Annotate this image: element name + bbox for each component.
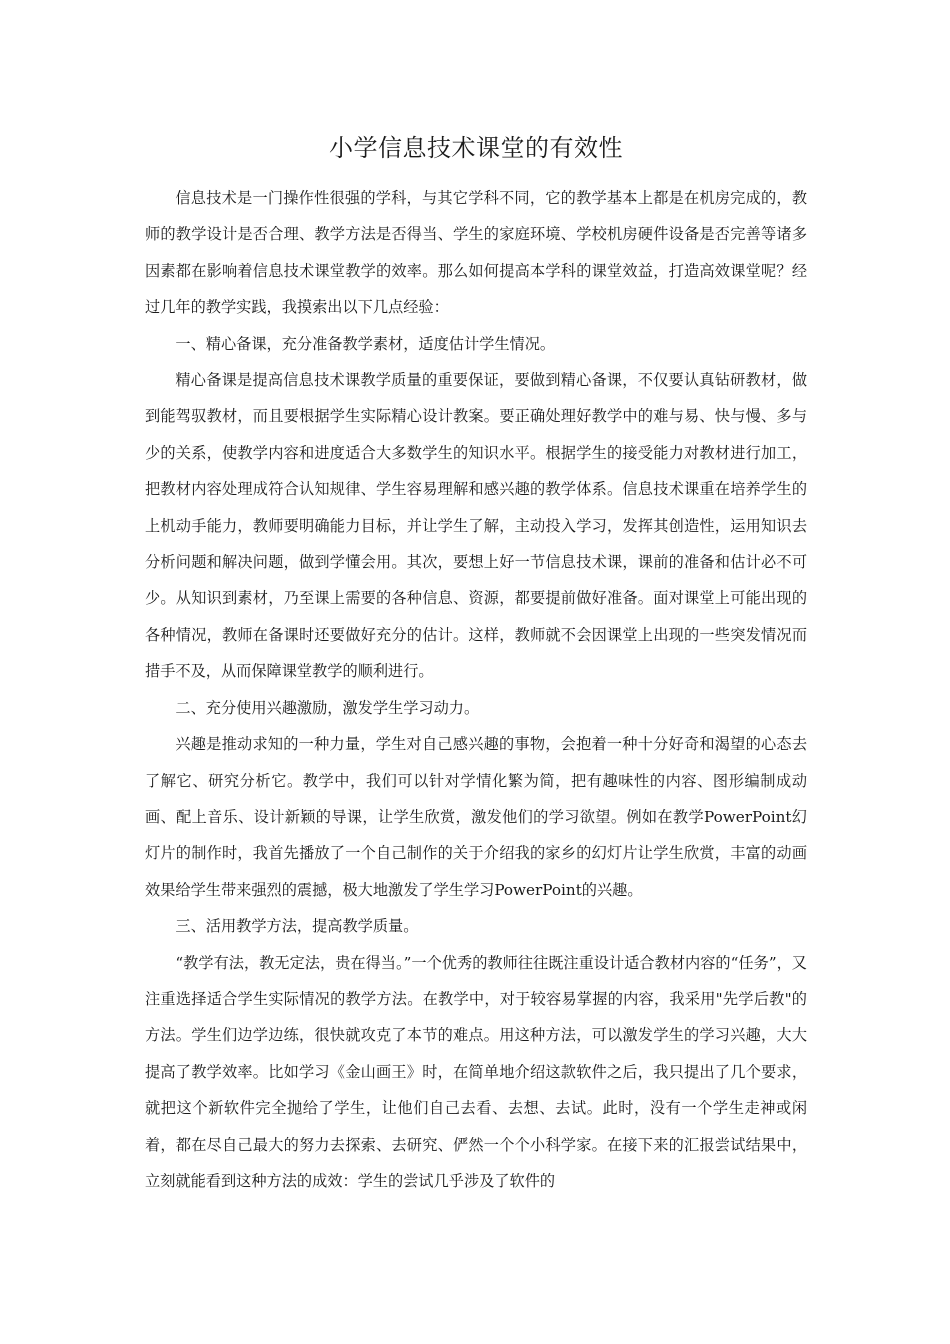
- document-body: [145, 180, 807, 1199]
- document-title: 小学信息技术课堂的有效性: [329, 134, 623, 162]
- section-heading-2: 二、充分使用兴趣激励，激发学生学习动力。: [175, 698, 480, 717]
- paragraph-section-2: 兴趣是推动求知的一种力量，学生对自己感兴趣的事物，会抱着一种十分好奇和渴望的心态去了解它、研究分析它。教学中，我们可以针对学情化繁为简，把有趣味性的内容、图形编制成动画、配上音乐、设计新颖的导课，让学生欣赏，激发他们的学习欲望。例如在教学PowerPoint幻灯片的制作时，我首先播放了一个自己制作的关于介绍我的家乡的幻灯片让学生欣赏，丰富的动画效果给学生带来强烈的震撼，极大地激发了学生学习PowerPoint的兴趣。: [145, 735, 807, 899]
- paragraph-section-1: 精心备课是提高信息技术课教学质量的重要保证，要做到精心备课，不仅要认真钻研教材，做到能驾驭教材，而且要根据学生实际精心设计教案。要正确处理好教学中的难与易、快与慢、多与少的关系，使教学内容和进度适合大多数学生的知识水平。根据学生的接受能力对教材进行加工，把教材内容处理成符合认知规律、学生容易理解和感兴趣的教学体系。信息技术课重在培养学生的上机动手能力，教师要明确能力目标，并让学生了解，主动投入学习，发挥其创造性，运用知识去分析问题和解决问题，做到学懂会用。其次，要想上好一节信息技术课，课前的准备和估计必不可少。从知识到素材，乃至课上需要的各种信息、资源，都要提前做好准备。面对课堂上可能出现的各种情况，教师在备课时还要做好充分的估计。这样，教师就不会因课堂上出现的一些突发情况而措手不及，从而保障课堂教学的顺利进行。: [145, 371, 807, 681]
- section-heading-1: 一、精心备课，充分准备教学素材，适度估计学生情况。: [175, 334, 556, 353]
- paragraph-intro: 信息技术是一门操作性很强的学科，与其它学科不同，它的教学基本上都是在机房完成的，教师的教学设计是否合理、教学方法是否得当、学生的家庭环境、学校机房硬件设备是否完善等诸多因素都在影响着信息技术课堂教学的效率。那么如何提高本学科的课堂效益，打造高效课堂呢？经过几年的教学实践，我摸索出以下几点经验：: [145, 189, 807, 317]
- paragraph-section-3: “教学有法，教无定法，贵在得当。”一个优秀的教师往往既注重设计适合教材内容的“任务”，又注重选择适合学生实际情况的教学方法。在教学中，对于较容易掌握的内容，我采用"先学后教"的方法。学生们边学边练，很快就攻克了本节的难点。用这种方法，可以激发学生的学习兴趣，大大提高了教学效率。比如学习《金山画王》时，在简单地介绍这款软件之后，我只提出了几个要求，就把这个新软件完全抛给了学生，让他们自己去看、去想、去试。此时，没有一个学生走神或闲着，都在尽自己最大的努力去探索、去研究、俨然一个个小科学家。在接下来的汇报尝试结果中，立刻就能看到这种方法的成效：学生的尝试几乎涉及了软件的: [145, 953, 807, 1190]
- document-page: [145, 128, 807, 1199]
- section-heading-3: 三、活用教学方法，提高教学质量。: [175, 917, 419, 936]
